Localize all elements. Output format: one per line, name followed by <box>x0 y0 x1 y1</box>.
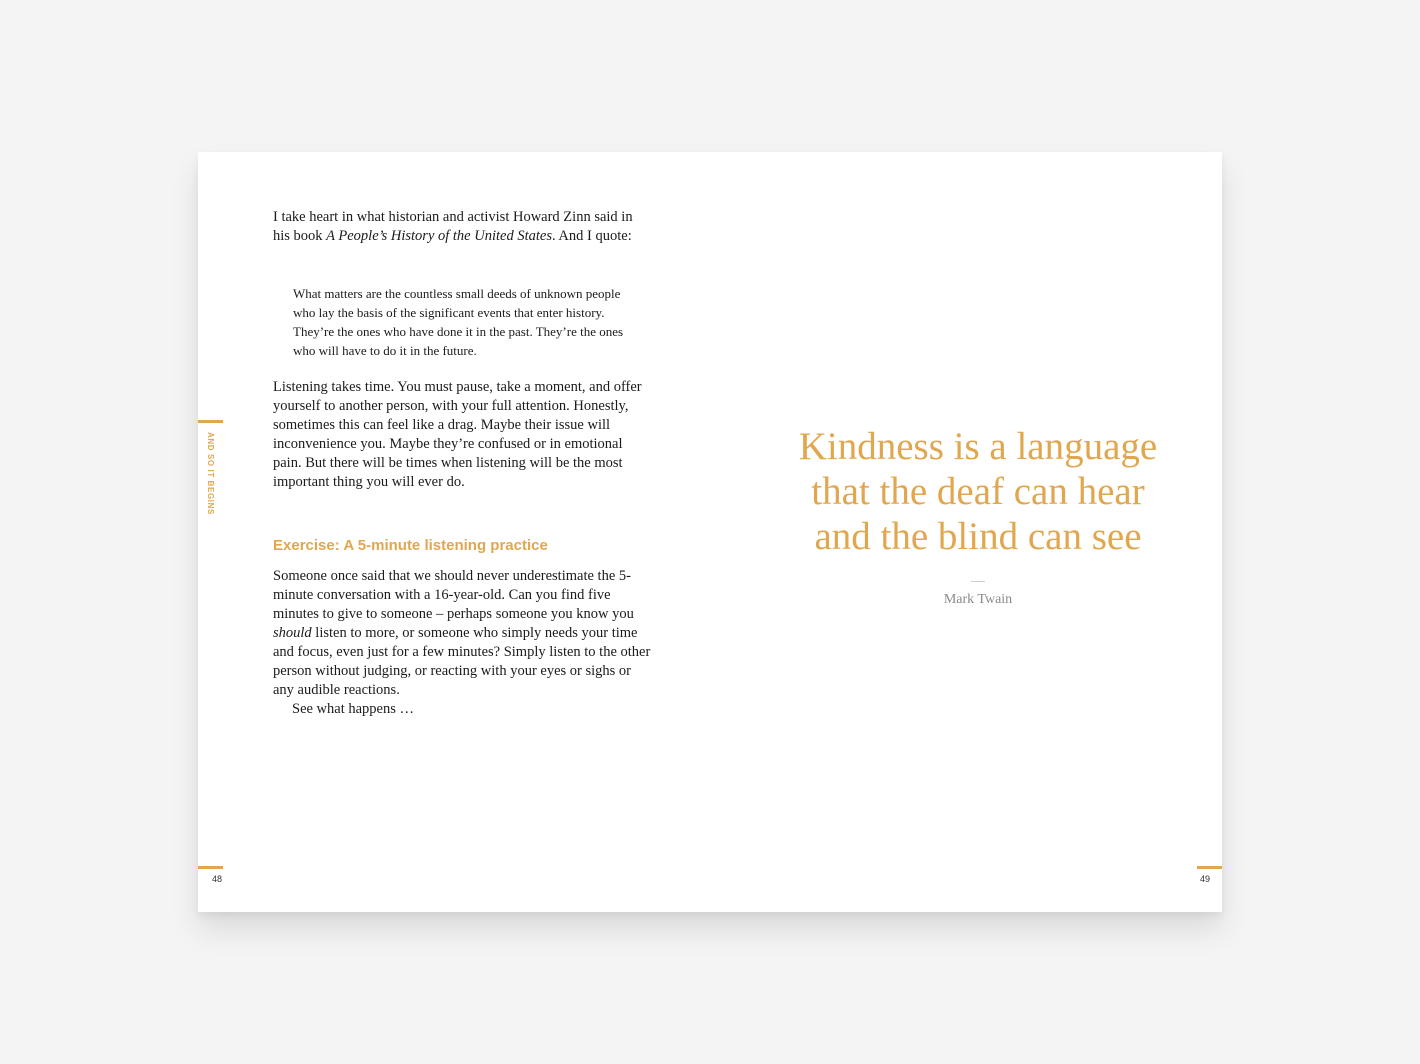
exercise-paragraph <box>273 567 653 719</box>
section-tab-label: AND SO IT BEGINS <box>206 432 215 515</box>
quote-line: and the blind can see <box>814 515 1142 558</box>
quote-line: Kindness is a language <box>798 425 1158 468</box>
listening-paragraph: Listening takes time. You must pause, take a moment, and offer yourself to another person, with your full attention. Honestly, sometimes this can feel like a drag. Maybe their issue will inconvenience you. Maybe they’re confused or in emotional pain. But there will be times when listening will be the most important thing you will ever do. <box>273 379 642 490</box>
quote-line: that the deaf can hear <box>811 470 1145 513</box>
folio-marker-left <box>198 866 223 869</box>
pull-quote <box>740 424 1216 559</box>
page-number-right: 49 <box>1199 874 1210 884</box>
zinn-blockquote: What matters are the countless small deeds of unknown people who lay the basis of the significant events that enter history. They’re the ones who have done it in the past. They’re the ones who will have to do it in the future. <box>293 286 624 358</box>
exercise-text-end: listen to more, or someone who simply needs your time and focus, even just for a few minutes? Simply listen to the other person without judging, or reacting with your eyes or sighs or any audible reactions. <box>273 625 651 698</box>
right-page <box>710 152 1222 912</box>
page-number-left: 48 <box>212 874 223 884</box>
book-title: A People’s History of the United States <box>326 228 552 244</box>
intro-text-end: . And I quote: <box>551 228 632 244</box>
closing-line: See what happens … <box>292 701 415 717</box>
emphasis-should: should <box>273 625 312 641</box>
quote-divider <box>971 581 985 582</box>
exercise-text: Someone once said that we should never underestimate the 5-minute conversation with a 16-year-old. Can you find five minutes to give to someone – perhaps someone you know you <box>273 568 634 622</box>
folio-marker-right <box>1197 866 1222 869</box>
intro-paragraph <box>273 208 653 246</box>
quote-attribution: Mark Twain <box>943 592 1013 607</box>
book-spread <box>198 152 1222 912</box>
left-page <box>198 152 710 912</box>
exercise-heading: Exercise: A 5-minute listening practice <box>273 537 548 554</box>
intro-text: I take heart in what historian and activist Howard Zinn said in his book <box>273 209 633 244</box>
section-tab-marker <box>198 420 223 423</box>
